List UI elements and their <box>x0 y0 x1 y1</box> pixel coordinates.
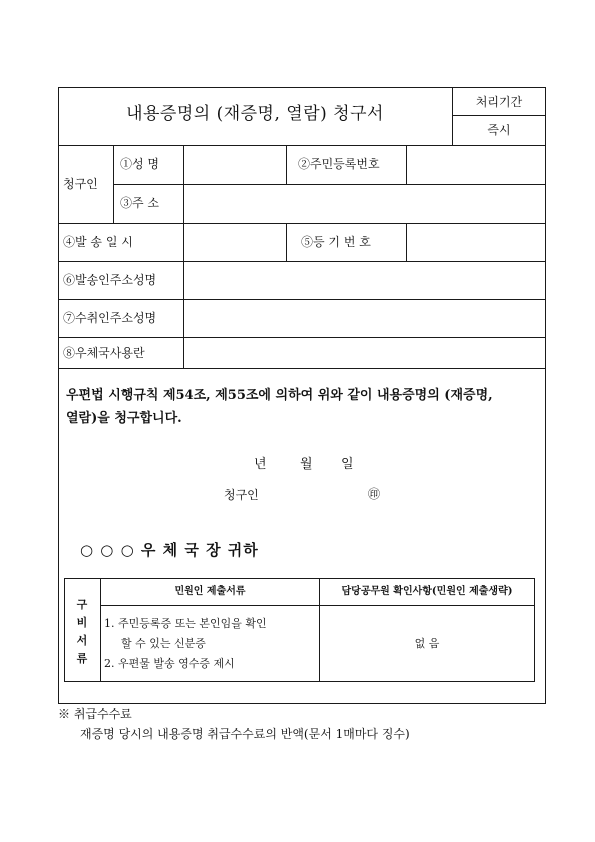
date-day-field[interactable] <box>314 452 340 472</box>
processing-period-label: 처리기간 <box>475 95 523 109</box>
registration-number-label: ⑤등 기 번 호 <box>301 235 371 249</box>
sender-label: ⑥발송인주소성명 <box>63 273 157 287</box>
address-value-cell[interactable] <box>184 185 545 223</box>
docs-side-label <box>64 596 100 666</box>
docs-side-char: 구 <box>76 598 88 611</box>
address-label: ③주 소 <box>120 196 159 210</box>
signature-field[interactable] <box>262 484 366 504</box>
name-value-cell[interactable] <box>184 146 286 184</box>
date-month: 월 <box>300 457 313 472</box>
addressee: ○ ○ ○ 우 체 국 장 귀하 <box>80 541 259 559</box>
fee-title: ※ 취급수수료 <box>58 707 132 721</box>
date-year: 년 <box>254 457 267 472</box>
recipient-value-cell[interactable] <box>184 300 545 337</box>
post-office-use-cell <box>184 338 545 368</box>
docs-col2-value: 없 음 <box>414 637 440 650</box>
statement-line-1: 우편법 시행규칙 제54조, 제55조에 의하여 위와 같이 내용증명의 (재증명, <box>66 388 493 403</box>
docs-item-1-cont: 할 수 있는 신분증 <box>121 637 206 650</box>
signature-label: 청구인 <box>224 488 259 502</box>
seal-mark: ㊞ <box>368 487 381 501</box>
docs-side-char: 류 <box>76 652 88 665</box>
fee-text: 재증명 당시의 내용증명 취급수수료의 반액(문서 1매마다 징수) <box>80 727 410 741</box>
form-title: 내용증명의 (재증명, 열람) 청구서 <box>126 104 384 124</box>
processing-period-value: 즉시 <box>487 123 511 137</box>
send-date-label: ④발 송 일 시 <box>63 235 133 249</box>
name-label: ①성 명 <box>120 157 159 171</box>
docs-side-char: 서 <box>76 634 88 647</box>
recipient-label: ⑦수취인주소성명 <box>63 311 157 325</box>
post-office-use-label: ⑧우체국사용란 <box>63 346 145 360</box>
date-day: 일 <box>341 457 354 472</box>
resident-number-label: ②주민등록번호 <box>298 157 380 171</box>
sender-value-cell[interactable] <box>184 262 545 299</box>
docs-col2-header: 담당공무원 확인사항(민원인 제출생략) <box>341 586 513 597</box>
statement-line-2: 열람)을 청구합니다. <box>66 411 182 426</box>
send-date-value-cell[interactable] <box>184 224 286 261</box>
docs-item-1: 1. 주민등록증 또는 본인임을 확인 <box>104 617 267 630</box>
docs-side-char: 비 <box>76 616 88 629</box>
applicant-group-label: 청구인 <box>63 177 98 191</box>
resident-number-value-cell[interactable] <box>407 146 545 184</box>
docs-col1-header: 민원인 제출서류 <box>174 586 246 597</box>
date-month-field[interactable] <box>268 452 298 472</box>
registration-number-value-cell[interactable] <box>407 224 545 261</box>
docs-item-2: 2. 우편물 발송 영수증 제시 <box>104 657 235 670</box>
